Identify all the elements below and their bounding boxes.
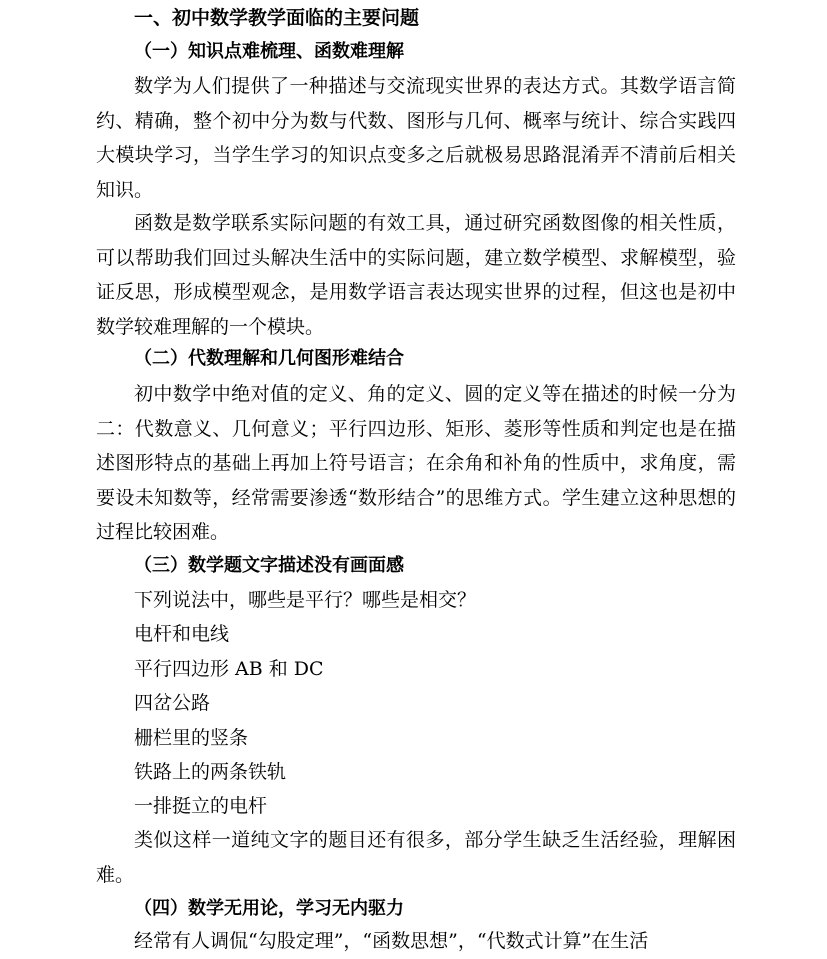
list-item: 栅栏里的竖条 (134, 727, 249, 749)
paragraph-1: 数学为人们提供了一种描述与交流现实世界的表达方式。其数学语言简约、精确，整个初中分为数与代数、图形与几何、概率与统计、综合实践四大模块学习，当学生学习的知识点变多之后就极易思路混淆弄不清前后相关知识。 (96, 75, 736, 201)
paragraph-4: 类似这样一道纯文字的题目还有很多，部分学生缺乏生活经验，理解困难。 (96, 829, 736, 886)
list-item: 四岔公路 (134, 692, 211, 714)
subheading-2: （二）代数理解和几何图形难结合 (134, 348, 404, 369)
paragraph-2: 函数是数学联系实际问题的有效工具，通过研究函数图像的相关性质，可以帮助我们回过头解决生活中的实际问题，建立数学模型、求解模型，验证反思，形成模型观念，是用数学语言表达现实世界的过程，但这也是初中数学较难理解的一个模块。 (96, 212, 736, 338)
paragraph-3: 初中数学中绝对值的定义、角的定义、圆的定义等在描述的时候一分为二：代数意义、几何意义；平行四边形、矩形、菱形等性质和判定也是在描述图形特点的基础上再加上符号语言；在余角和补角的性质中，求角度，需要设未知数等，经常需要渗透“数形结合”的思维方式。学生建立这种思想的过程比较困难。 (96, 383, 736, 543)
subheading-4: （四）数学无用论，学习无内驱力 (134, 898, 404, 919)
section-title: 一、初中数学教学面临的主要问题 (134, 7, 420, 29)
list-item: 一排挺立的电杆 (134, 795, 268, 817)
paragraph-5: 经常有人调侃“勾股定理”，“函数思想”，“代数式计算”在生活 (134, 930, 649, 952)
list-item: 铁路上的两条铁轨 (134, 761, 287, 783)
question-line: 下列说法中，哪些是平行？哪些是相交？ (134, 589, 477, 611)
subheading-3: （三）数学题文字描述没有画面感 (134, 555, 404, 576)
subheading-1: （一）知识点难梳理、函数难理解 (134, 41, 404, 62)
list-item: 平行四边形 AB 和 DC (134, 658, 324, 680)
list-item: 电杆和电线 (134, 623, 230, 645)
